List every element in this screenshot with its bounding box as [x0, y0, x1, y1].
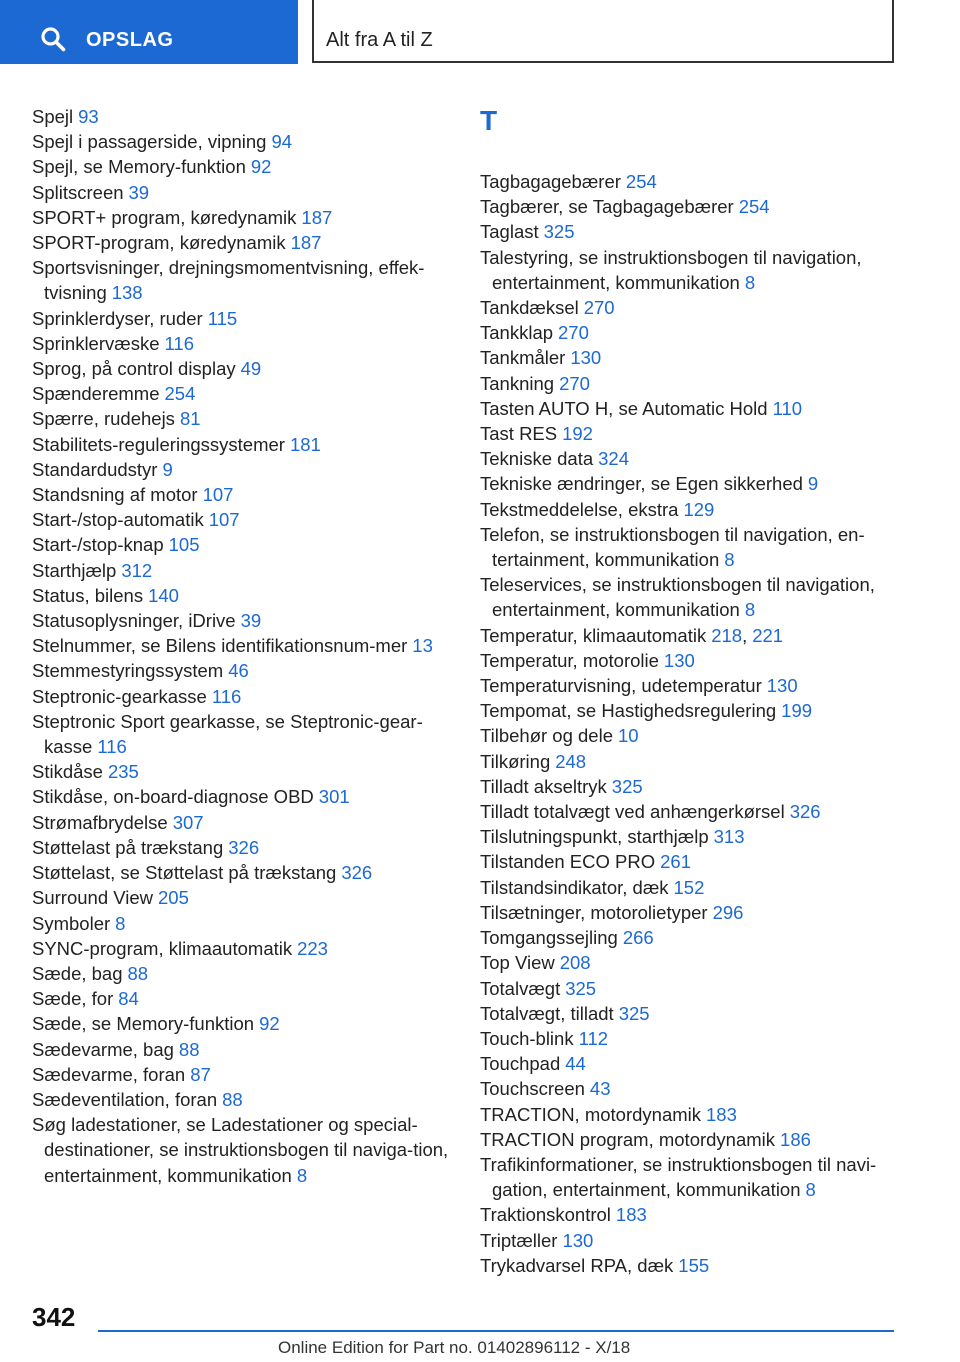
page-link[interactable]: 325	[611, 775, 643, 797]
page-link[interactable]: 313	[713, 826, 745, 848]
index-entry	[480, 497, 925, 522]
page-link[interactable]: 8	[744, 599, 756, 621]
index-entry	[480, 900, 925, 925]
index-entry	[480, 1001, 925, 1026]
footer-edition-text: Online Edition for Part no. 01402896112 - X/18	[278, 1338, 631, 1357]
index-entry-text: Temperatur, motorolie	[480, 649, 659, 671]
page-link[interactable]: 8	[115, 912, 126, 934]
page-link[interactable]: 88	[127, 962, 149, 984]
index-entry-text: Symboler	[32, 912, 111, 934]
page-number: 342	[32, 1302, 76, 1332]
index-entry-text: Top View	[480, 952, 555, 974]
index-entry-text: Standsning af motor	[32, 484, 198, 506]
index-entry-text: TRACTION program, motordynamik	[480, 1128, 776, 1150]
page-link[interactable]: 49	[240, 358, 262, 380]
page-link[interactable]: 115	[207, 307, 238, 329]
index-entry-text: Stelnummer, se Bilens identifikationsnum‐mer	[32, 635, 408, 657]
index-entry	[32, 532, 452, 557]
index-entry-text: Spærre, rudehejs	[32, 408, 175, 430]
index-entry-text: Trykadvarsel RPA, dæk	[480, 1254, 674, 1276]
index-entry-text: Starthjælp	[32, 559, 117, 581]
index-entry	[32, 457, 452, 482]
index-entry	[32, 784, 452, 809]
index-entry	[32, 759, 452, 784]
index-entry	[480, 421, 925, 446]
index-entry	[480, 774, 925, 799]
index-entry	[480, 1076, 925, 1101]
index-entry-text: Sæde, for	[32, 988, 114, 1010]
index-entry	[32, 658, 452, 683]
index-entry	[32, 129, 452, 154]
index-entry-text: Tekniske data	[480, 448, 594, 470]
index-entry	[480, 446, 925, 471]
page-link[interactable]: 301	[318, 786, 350, 808]
page-link[interactable]: 183	[706, 1103, 737, 1125]
index-entry-text: Støttelast på trækstang	[32, 836, 224, 858]
index-entry-text: Tekniske ændringer, se Egen sikkerhed	[480, 473, 803, 495]
index-entry-text: Steptronic Sport gearkasse, se Steptronic-gear‐kasse	[32, 710, 423, 758]
index-entry-text: Sædeventilation, foran	[32, 1088, 218, 1110]
index-entry-text: Splitscreen	[32, 181, 124, 203]
index-entry	[32, 482, 452, 507]
page-link[interactable]: 187	[301, 206, 333, 228]
page-link[interactable]: 112	[578, 1027, 609, 1049]
page-link[interactable]: 84	[118, 988, 139, 1010]
search-icon	[40, 26, 66, 52]
index-entry-text: Start-/stop-automatik	[32, 509, 204, 531]
page-link[interactable]: 110	[772, 397, 803, 419]
page-link[interactable]: 325	[565, 977, 597, 999]
page-link[interactable]: 9	[807, 473, 819, 495]
index-entry-text: Steptronic-gearkasse	[32, 685, 207, 707]
page-link[interactable]: 199	[781, 700, 813, 722]
index-entry-text: Tankning	[480, 372, 555, 394]
index-entry-text: Tankdæksel	[480, 297, 579, 319]
index-entry-text: Tilkøring	[480, 750, 551, 772]
page-link[interactable]: 223	[297, 937, 328, 959]
header	[0, 0, 960, 66]
page-link[interactable]: 155	[678, 1254, 710, 1276]
index-entry	[480, 371, 925, 396]
index-entry	[32, 507, 452, 532]
page-link[interactable]: 116	[211, 685, 242, 707]
index-entry	[480, 1228, 925, 1253]
index-entry-text: Taglast	[480, 221, 539, 243]
index-entry	[32, 633, 452, 658]
page-link[interactable]: 208	[559, 952, 591, 974]
index-entry	[32, 961, 452, 986]
index-list-right	[480, 169, 925, 1278]
index-entry	[480, 698, 925, 723]
index-entry-text: TRACTION, motordynamik	[480, 1103, 702, 1125]
index-entry	[32, 835, 452, 860]
page-link[interactable]: 324	[598, 448, 629, 470]
index-entry	[480, 723, 925, 748]
index-entry-text: Tilslutningspunkt, starthjælp	[480, 826, 709, 848]
index-column-left	[32, 104, 452, 1188]
index-entry	[480, 950, 925, 975]
index-entry-text: Stabilitets-reguleringssystemer	[32, 433, 285, 455]
page-link[interactable]: 205	[158, 887, 189, 909]
index-entry-text: Søg ladestationer, se Ladestationer og special‐destinationer, se instruktionsbogen til naviga‐tion, entertainment, kommunikation	[32, 1114, 449, 1186]
page-link[interactable]: 235	[107, 761, 139, 783]
index-entry-text: Start-/stop-knap	[32, 534, 164, 556]
index-entry-text: Tomgangssejling	[480, 927, 618, 949]
index-entry	[480, 799, 925, 824]
index-entry	[480, 673, 925, 698]
search-tab[interactable]	[0, 0, 298, 64]
page-link[interactable]: 13	[412, 635, 433, 657]
index-entry	[32, 230, 452, 255]
index-entry-text: Tilsætninger, motorolietyper	[480, 901, 708, 923]
page-link[interactable]: 8	[724, 549, 735, 571]
page-link[interactable]: 140	[148, 584, 179, 606]
index-entry	[480, 194, 925, 219]
index-column-right	[480, 104, 925, 1278]
page-link[interactable]: 93	[78, 106, 99, 127]
index-entry-text: Status, bilens	[32, 584, 144, 606]
page-link[interactable]: 326	[341, 862, 373, 884]
index-entry-text: Spejl i passagerside, vipning	[32, 131, 267, 153]
index-entry-text: Tilstandsindikator, dæk	[480, 876, 669, 898]
index-entry	[480, 875, 925, 900]
index-entry	[480, 824, 925, 849]
index-entry	[480, 1127, 925, 1152]
page-link[interactable]: 88	[178, 1038, 200, 1060]
index-entry-text: Traktionskontrol	[480, 1204, 611, 1226]
index-entry	[480, 925, 925, 950]
index-entry-text: Standardudstyr	[32, 458, 158, 480]
index-entry	[480, 1253, 925, 1278]
index-entry	[32, 936, 452, 961]
page-link[interactable]: 254	[164, 383, 196, 405]
index-entry-text: Temperatur, klimaautomatik	[480, 624, 707, 646]
page-link[interactable]: 88	[222, 1088, 243, 1110]
index-entry	[480, 245, 925, 295]
page-link[interactable]: 46	[228, 660, 249, 682]
index-entry-text: Sæde, bag	[32, 962, 123, 984]
page-link[interactable]: 129	[683, 498, 715, 520]
page-link[interactable]: 307	[172, 811, 204, 833]
page-separator: ,	[742, 624, 748, 646]
index-entry-text: Stikdåse, on-board-diagnose OBD	[32, 786, 314, 808]
index-entry-text: SPORT+ program, køredynamik	[32, 206, 297, 228]
index-entry	[32, 331, 452, 356]
page-link[interactable]: 192	[562, 423, 593, 445]
page-link[interactable]: 43	[589, 1078, 611, 1100]
index-entry-text: Tilstanden ECO PRO	[480, 851, 656, 873]
index-entry	[480, 976, 925, 1001]
index-entry	[480, 1026, 925, 1051]
index-entry	[32, 1011, 452, 1036]
index-entry-text: Stemmestyringssystem	[32, 660, 224, 682]
index-entry-text: Tasten AUTO H, se Automatic Hold	[480, 397, 768, 419]
page-link[interactable]: 107	[202, 484, 234, 506]
page-link[interactable]: 261	[660, 851, 692, 873]
index-entry-text: Stikdåse	[32, 761, 103, 783]
page-link[interactable]: 218	[711, 624, 743, 646]
page-link[interactable]: 325	[543, 221, 575, 243]
index-entry-text: Tilbehør og dele	[480, 725, 613, 747]
index-entry	[32, 432, 452, 457]
page-link[interactable]: 105	[168, 534, 200, 556]
index-entry-text: Sædevarme, foran	[32, 1063, 186, 1085]
index-entry-text: Tilladt totalvægt ved anhængerkørsel	[480, 801, 785, 823]
index-entry	[32, 1112, 452, 1188]
index-entry	[32, 911, 452, 936]
page-link[interactable]: 87	[190, 1063, 211, 1085]
page-link[interactable]: 8	[744, 271, 756, 293]
index-entry-text: SYNC-program, klimaautomatik	[32, 937, 293, 959]
page-link[interactable]: 130	[663, 649, 695, 671]
index-entry-text: Teleservices, se instruktionsbogen til navigation, entertainment, kommunikation	[480, 574, 875, 621]
index-entry	[480, 345, 925, 370]
page-link[interactable]: 221	[752, 624, 784, 646]
index-entry-text: Tilladt akseltryk	[480, 775, 607, 797]
page-link[interactable]: 325	[618, 1002, 650, 1024]
index-entry-text: Totalvægt, tilladt	[480, 1002, 614, 1024]
index-entry	[480, 522, 925, 572]
section-letter: T	[480, 105, 498, 136]
page-title: Alt fra A til Z	[326, 29, 433, 51]
page-link[interactable]: 130	[562, 1229, 594, 1251]
index-entry	[480, 623, 925, 648]
index-entry	[480, 1102, 925, 1127]
title-tab[interactable]	[312, 0, 894, 63]
index-entry	[480, 1051, 925, 1076]
page-link[interactable]: 81	[179, 408, 201, 430]
index-entry-text: Sprinklerdyser, ruder	[32, 307, 203, 329]
page-link[interactable]: 130	[570, 347, 602, 369]
index-entry-text: Surround View	[32, 887, 154, 909]
index-entry-text: Totalvægt	[480, 977, 561, 999]
index-entry	[32, 180, 452, 205]
index-entry	[480, 219, 925, 244]
page-link[interactable]: 248	[555, 750, 587, 772]
page-link[interactable]: 296	[712, 901, 744, 923]
index-entry	[32, 306, 452, 331]
index-entry-text: Trafikinformationer, se instruktionsbogen til navi‐gation, entertainment, kommunikation	[480, 1153, 877, 1201]
page-link[interactable]: 92	[259, 1013, 280, 1035]
page-link[interactable]: 326	[228, 836, 260, 858]
page-link[interactable]: 44	[565, 1053, 586, 1075]
index-entry	[480, 169, 925, 194]
page-link[interactable]: 130	[766, 675, 798, 697]
page-link[interactable]: 9	[162, 458, 173, 480]
index-entry-text: Tagbagagebærer	[480, 171, 621, 192]
page-link[interactable]: 116	[164, 332, 194, 354]
index-entry	[480, 1152, 925, 1202]
page-link[interactable]: 183	[615, 1204, 647, 1226]
index-entry-text: Sprinklervæske	[32, 332, 160, 354]
index-entry-text: Talestyring, se instruktionsbogen til navigation, entertainment, kommunikation	[480, 246, 862, 293]
index-entry-text: Tempomat, se Hastighedsregulering	[480, 700, 777, 722]
page-link[interactable]: 10	[618, 725, 639, 747]
page-link[interactable]: 152	[673, 876, 705, 898]
index-entry-text: Telefon, se instruktionsbogen til navigation, en‐tertainment, kommunikation	[480, 523, 865, 571]
page-link[interactable]: 270	[559, 372, 590, 394]
page-link[interactable]: 254	[738, 196, 770, 218]
index-entry	[32, 558, 452, 583]
index-entry-text: Temperaturvisning, udetemperatur	[480, 675, 762, 697]
index-entry	[480, 749, 925, 774]
page-link[interactable]: 107	[208, 509, 240, 531]
index-entry-text: Strømafbrydelse	[32, 811, 168, 833]
index-entry	[32, 709, 452, 759]
index-entry-text: Tagbærer, se Tagbagagebærer	[480, 196, 734, 218]
index-entry	[32, 1037, 452, 1062]
index-entry	[32, 986, 452, 1011]
index-entry-text: Spænderemme	[32, 383, 160, 405]
index-entry	[32, 1062, 452, 1087]
index-entry	[32, 583, 452, 608]
index-entry	[32, 810, 452, 835]
index-entry-text: Touchscreen	[480, 1078, 585, 1100]
index-entry	[480, 648, 925, 673]
page-link[interactable]: 92	[250, 156, 272, 178]
page-link[interactable]: 8	[805, 1179, 816, 1201]
index-entry-text: Spejl, se Memory-funktion	[32, 156, 246, 178]
index-entry-text: Sædevarme, bag	[32, 1038, 174, 1060]
index-entry	[480, 396, 925, 421]
footer-divider	[98, 1330, 894, 1332]
index-entry-text: SPORT-program, køredynamik	[32, 232, 286, 254]
search-tab-label: OPSLAG	[86, 29, 174, 51]
index-entry-text: Sportsvisninger, drejningsmomentvisning, effek‐tvisning	[32, 257, 425, 304]
index-entry-text: Statusoplysninger, iDrive	[32, 610, 236, 632]
page-link[interactable]: 94	[271, 131, 293, 153]
index-entry-text: Touch-blink	[480, 1027, 574, 1049]
index-entry-text: Tankklap	[480, 322, 554, 344]
page-link[interactable]: 39	[240, 610, 262, 632]
index-entry-text: Touchpad	[480, 1053, 561, 1075]
index-entry-text: Tankmåler	[480, 347, 566, 369]
index-entry	[32, 154, 452, 179]
index-entry-text: Triptæller	[480, 1229, 558, 1251]
index-entry	[480, 1202, 925, 1227]
page-link[interactable]: 187	[290, 232, 322, 254]
page-link[interactable]: 254	[625, 171, 657, 192]
index-entry	[480, 320, 925, 345]
page-link[interactable]: 326	[789, 801, 821, 823]
index-entry-text: Tekstmeddelelse, ekstra	[480, 498, 679, 520]
index-entry	[480, 295, 925, 320]
index-entry	[32, 205, 452, 230]
page-link[interactable]: 39	[128, 181, 150, 203]
page-link[interactable]: 116	[97, 736, 127, 758]
page-link[interactable]: 266	[622, 927, 654, 949]
index-entry-text: Sprog, på control display	[32, 358, 236, 380]
index-entry	[32, 381, 452, 406]
index-entry-text: Tast RES	[480, 423, 558, 445]
index-entry	[480, 572, 925, 622]
index-entry-text: Sæde, se Memory-funktion	[32, 1013, 255, 1035]
index-entry	[32, 356, 452, 381]
index-entry-text: Støttelast, se Støttelast på trækstang	[32, 862, 337, 884]
page-link[interactable]: 270	[583, 297, 615, 319]
page-link[interactable]: 138	[111, 282, 143, 304]
index-entry	[32, 885, 452, 910]
index-entry	[480, 471, 925, 496]
page-link[interactable]: 312	[121, 559, 153, 581]
index-entry	[32, 104, 452, 129]
page-link[interactable]: 186	[780, 1128, 811, 1150]
index-entry	[480, 849, 925, 874]
index-entry	[32, 255, 452, 305]
index-entry	[32, 608, 452, 633]
index-entry-text: Spejl	[32, 106, 74, 127]
page-link[interactable]: 270	[558, 322, 589, 344]
index-entry	[32, 406, 452, 431]
index-entry	[32, 860, 452, 885]
index-entry	[32, 1087, 452, 1112]
page-link[interactable]: 8	[296, 1164, 308, 1186]
index-entry	[32, 684, 452, 709]
page-link[interactable]: 181	[289, 433, 321, 455]
